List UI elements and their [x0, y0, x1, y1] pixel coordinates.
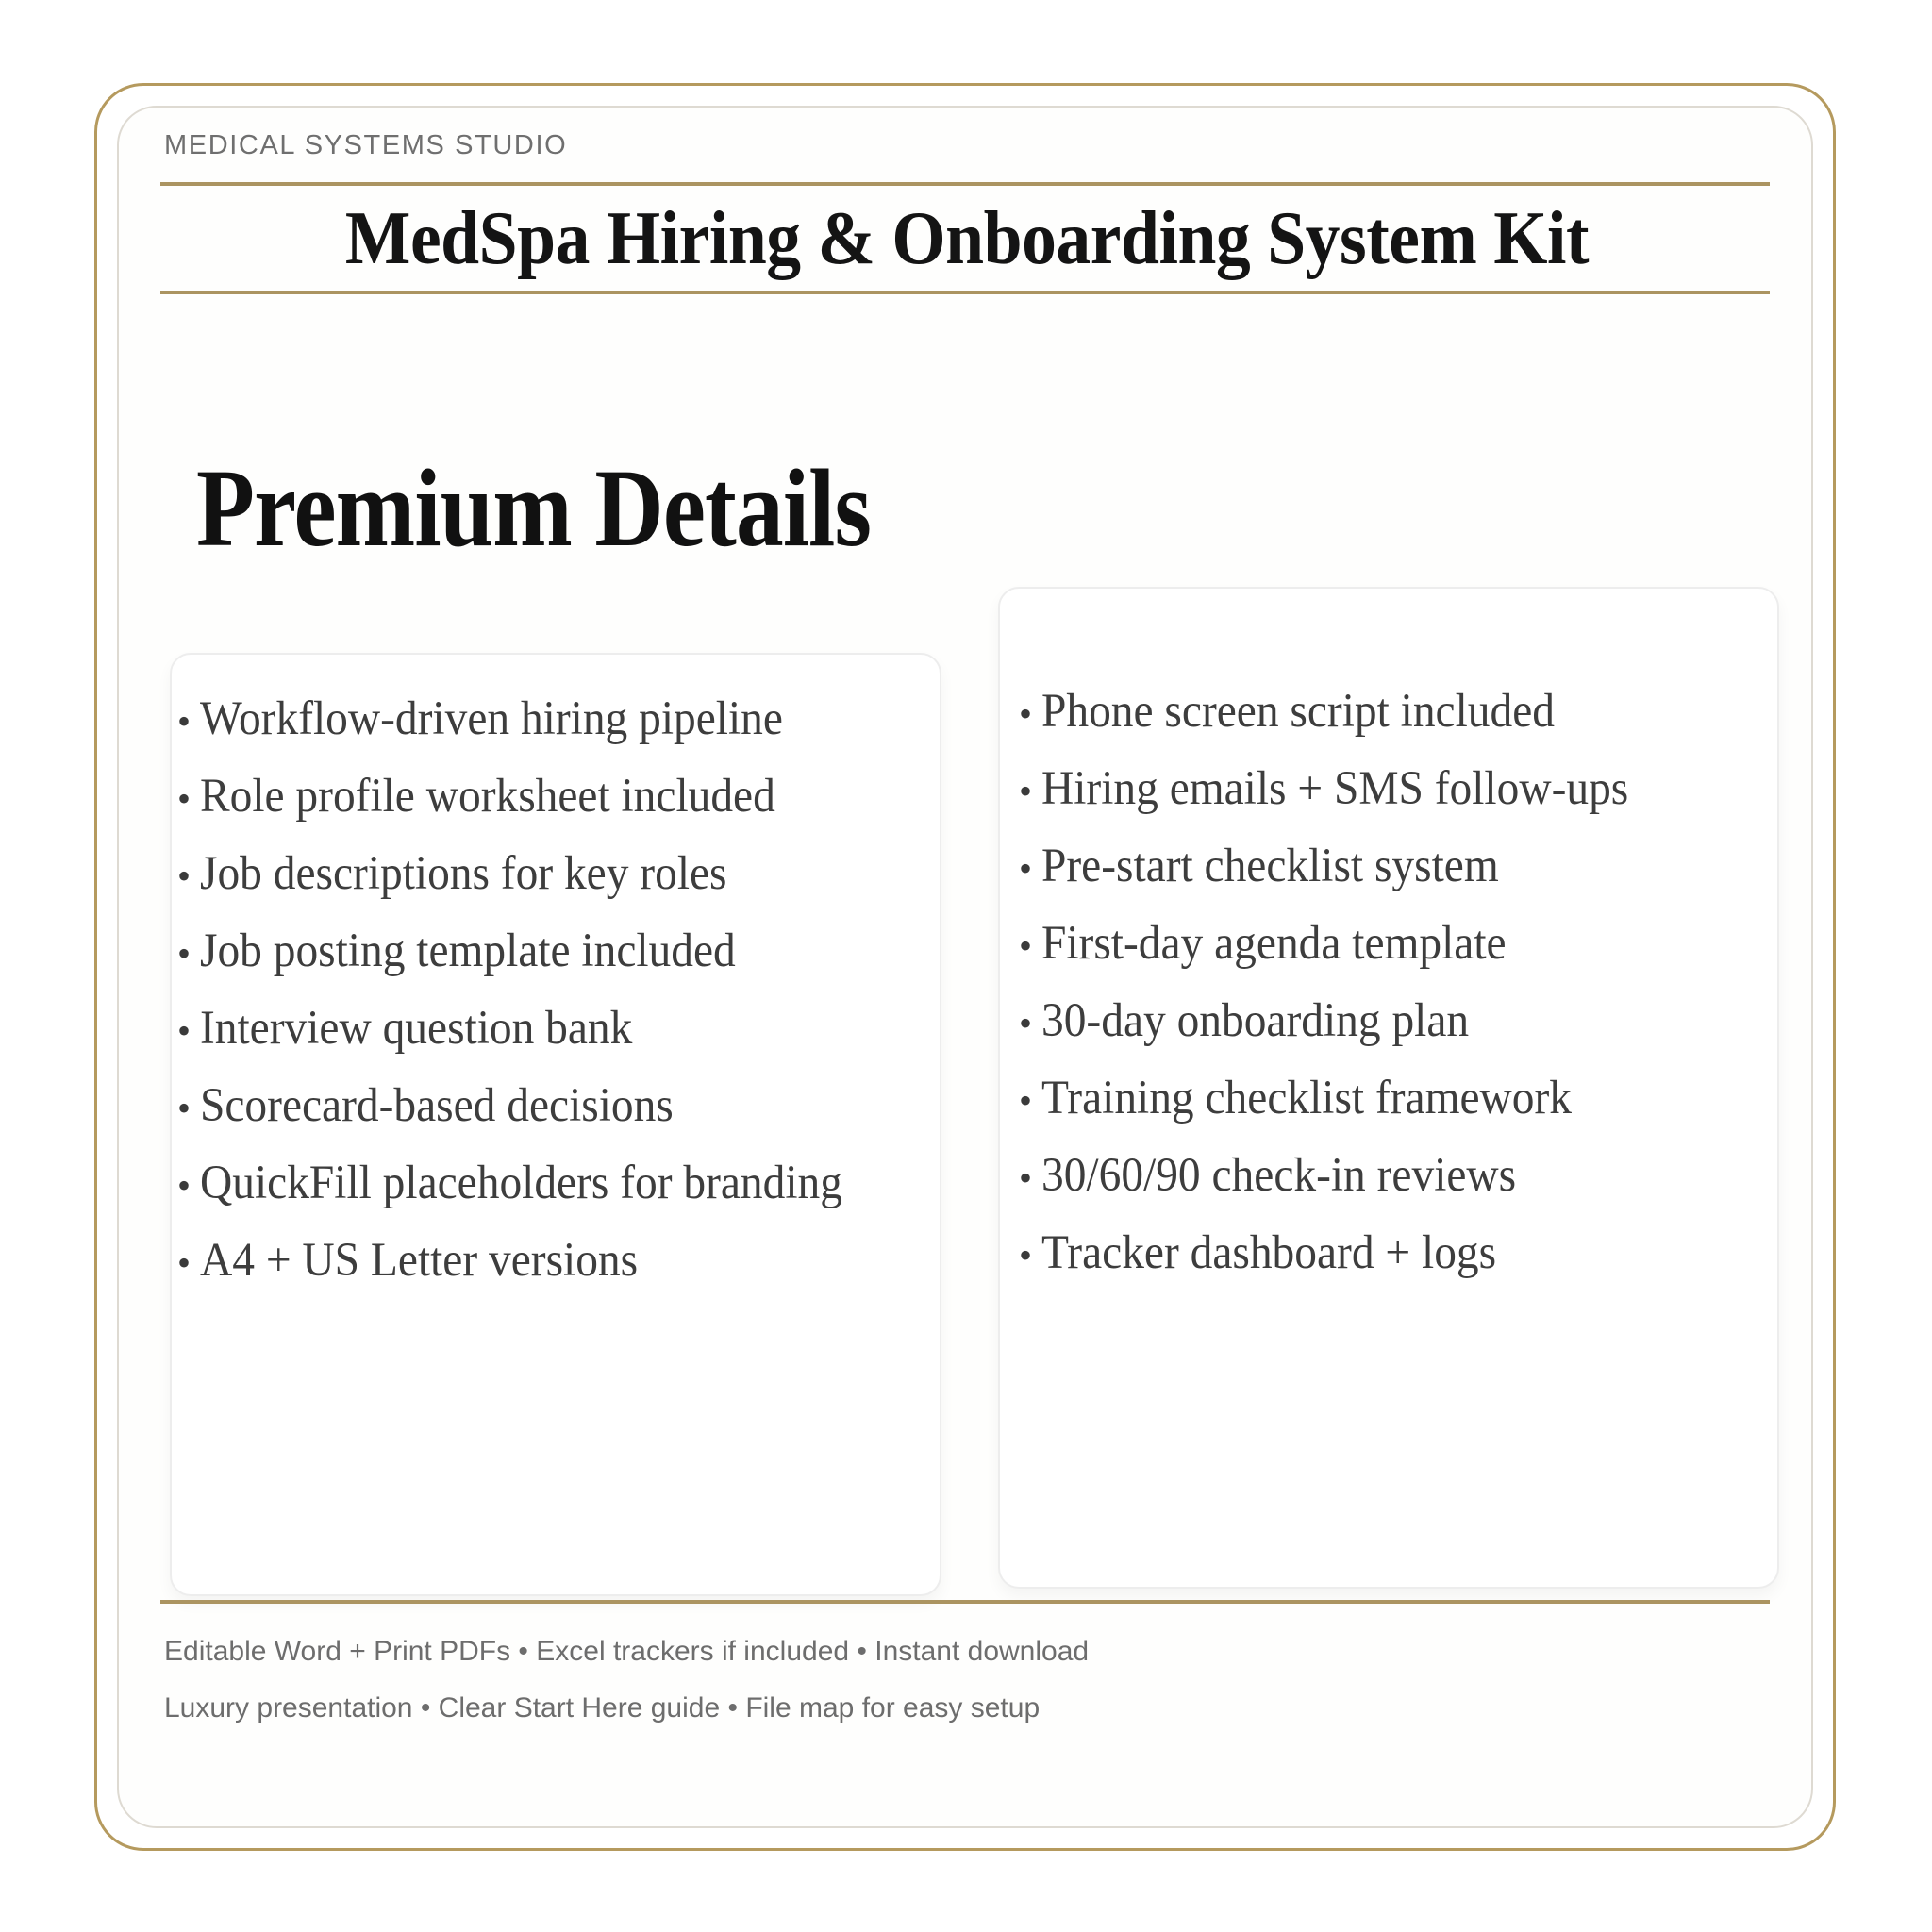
card-content — [160, 132, 1774, 1802]
list-item — [1009, 758, 1840, 819]
list-item — [168, 1230, 998, 1291]
brand-eyebrow: MEDICAL SYSTEMS STUDIO — [164, 130, 568, 160]
feature-panels — [160, 632, 1774, 1415]
list-item-label: Tracker dashboard + logs — [1041, 1225, 1497, 1279]
bullet-dot-icon: • — [177, 1163, 192, 1207]
bullet-dot-icon: • — [1019, 924, 1033, 967]
list-item-label: Job descriptions for key roles — [200, 846, 727, 900]
bullet-dot-icon: • — [177, 1241, 192, 1284]
list-item — [1009, 913, 1840, 974]
list-item — [168, 921, 998, 981]
list-item-label: Phone screen script included — [1041, 684, 1555, 738]
list-item-label: 30-day onboarding plan — [1041, 993, 1470, 1047]
bullet-dot-icon: • — [177, 931, 192, 974]
list-item — [1009, 1068, 1840, 1128]
list-item — [1009, 836, 1840, 896]
list-item — [168, 766, 998, 826]
bullet-dot-icon: • — [177, 1086, 192, 1129]
list-item-label: A4 + US Letter versions — [200, 1233, 639, 1287]
header-block — [160, 132, 1774, 294]
bullet-dot-icon: • — [1019, 1233, 1033, 1276]
bullet-dot-icon: • — [1019, 1078, 1033, 1122]
list-item — [168, 1075, 998, 1136]
list-item — [1009, 991, 1840, 1051]
footer-line-1: Editable Word + Print PDFs • Excel trackers if included • Instant download — [164, 1636, 1090, 1667]
list-item — [1009, 1145, 1840, 1206]
kit-title: MedSpa Hiring & Onboarding System Kit — [344, 197, 1590, 280]
list-item-label: Job posting template included — [200, 924, 736, 977]
bullet-dot-icon: • — [1019, 1001, 1033, 1044]
bullet-dot-icon: • — [177, 776, 192, 820]
bullet-dot-icon: • — [1019, 1156, 1033, 1199]
footer-block — [160, 1600, 1770, 1751]
list-item-label: Pre-start checklist system — [1041, 839, 1499, 892]
feature-list-left — [168, 689, 998, 1307]
list-item-label: First-day agenda template — [1041, 916, 1507, 970]
bullet-dot-icon: • — [177, 854, 192, 897]
list-item-label: Interview question bank — [200, 1001, 633, 1055]
list-item — [168, 689, 998, 749]
bullet-dot-icon: • — [1019, 846, 1033, 890]
section-heading: Premium Details — [196, 445, 872, 570]
list-item — [168, 998, 998, 1058]
bullet-dot-icon: • — [177, 1008, 192, 1052]
bullet-dot-icon: • — [177, 699, 192, 742]
header-top-rule — [160, 182, 1770, 186]
list-item-label: Workflow-driven hiring pipeline — [200, 691, 783, 745]
header-bottom-rule — [160, 291, 1770, 294]
footer-line-2: Luxury presentation • Clear Start Here guide • File map for easy setup — [164, 1692, 1041, 1724]
list-item — [1009, 1223, 1840, 1283]
list-item-label: Scorecard-based decisions — [200, 1078, 674, 1132]
list-item-label: QuickFill placeholders for branding — [200, 1156, 842, 1209]
list-item-label: Training checklist framework — [1041, 1071, 1573, 1124]
list-item-label: Role profile worksheet included — [200, 769, 775, 823]
footer-rule — [160, 1600, 1770, 1604]
feature-list-right — [1009, 681, 1840, 1300]
bullet-dot-icon: • — [1019, 691, 1033, 735]
list-item-label: 30/60/90 check-in reviews — [1041, 1148, 1517, 1202]
list-item — [1009, 681, 1840, 741]
list-item-label: Hiring emails + SMS follow-ups — [1041, 761, 1629, 815]
list-item — [168, 1153, 998, 1213]
bullet-dot-icon: • — [1019, 769, 1033, 812]
list-item — [168, 843, 998, 904]
